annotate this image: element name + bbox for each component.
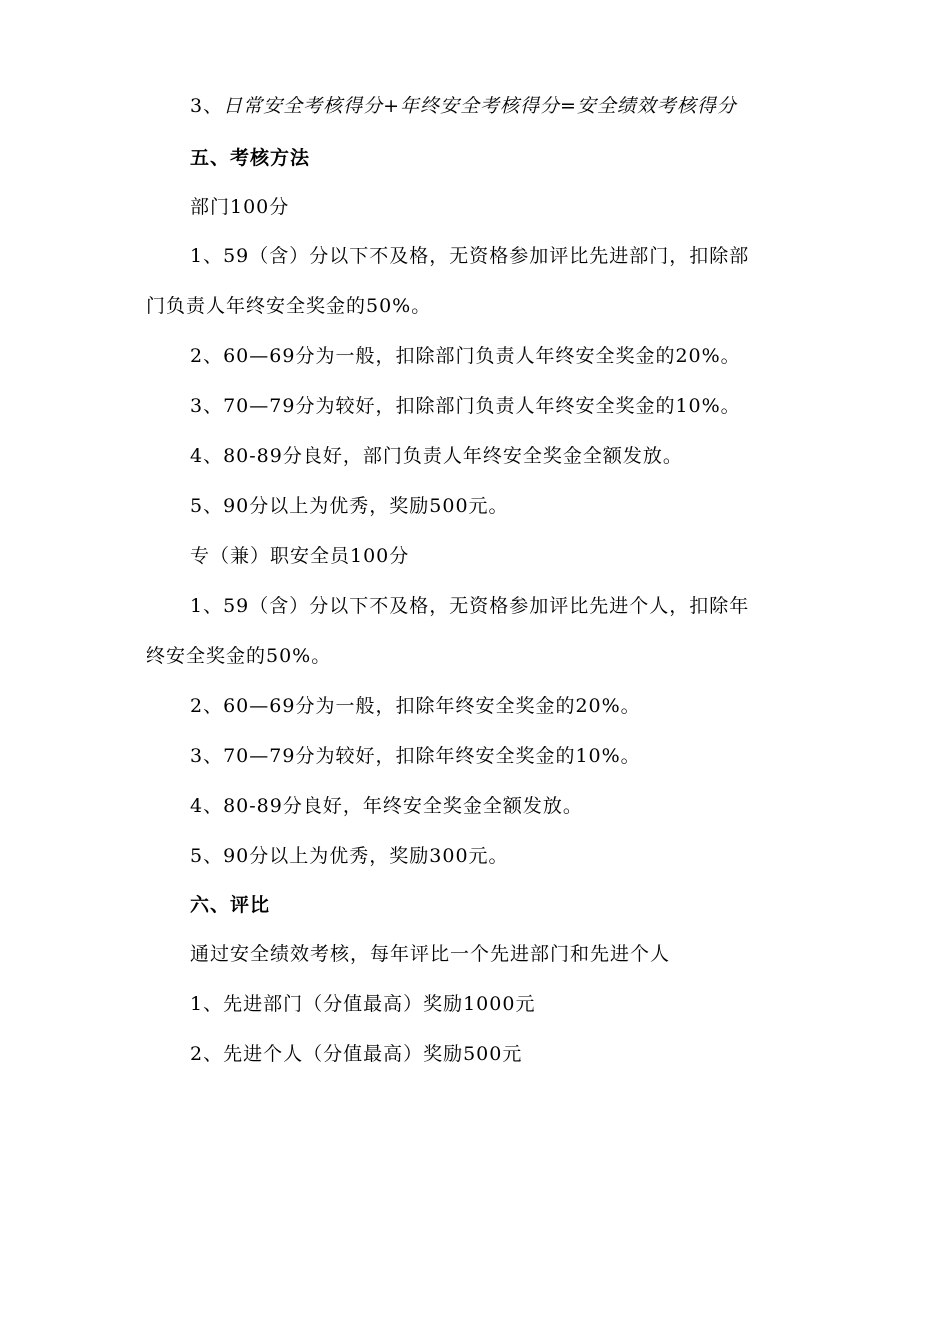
officer-item-1-continued: 终安全奖金的50%。 [146, 645, 332, 667]
formula-line [190, 93, 737, 119]
dept-item-4: 4、80-89分良好，部门负责人年终安全奖金全额发放。 [190, 445, 683, 467]
evaluation-intro: 通过安全绩效考核，每年评比一个先进部门和先进个人 [190, 943, 671, 965]
dept-item-2: 2、60—69分为一般，扣除部门负责人年终安全奖金的20%。 [190, 345, 741, 367]
dept-title: 部门100分 [190, 196, 290, 218]
officer-item-2: 2、60—69分为一般，扣除年终安全奖金的20%。 [190, 695, 641, 717]
officer-item-5: 5、90分以上为优秀，奖励300元。 [190, 845, 509, 867]
section-heading-6: 六、评比 [190, 894, 271, 916]
section-heading-5: 五、考核方法 [190, 147, 311, 169]
formula-prefix: 3、 [190, 95, 224, 117]
officer-item-4: 4、80-89分良好，年终安全奖金全额发放。 [190, 795, 583, 817]
officer-title: 专（兼）职安全员100分 [190, 545, 410, 567]
formula-text: 日常安全考核得分+年终安全考核得分=安全绩效考核得分 [223, 95, 737, 117]
evaluation-item-1: 1、先进部门（分值最高）奖励1000元 [190, 993, 536, 1015]
dept-item-3: 3、70—79分为较好，扣除部门负责人年终安全奖金的10%。 [190, 395, 741, 417]
evaluation-item-2: 2、先进个人（分值最高）奖励500元 [190, 1043, 523, 1065]
dept-item-1-continued: 门负责人年终安全奖金的50%。 [146, 295, 432, 317]
officer-item-1: 1、59（含）分以下不及格，无资格参加评比先进个人，扣除年 [190, 595, 750, 617]
officer-item-3: 3、70—79分为较好，扣除年终安全奖金的10%。 [190, 745, 641, 767]
dept-item-1: 1、59（含）分以下不及格，无资格参加评比先进部门，扣除部 [190, 245, 750, 267]
dept-item-5: 5、90分以上为优秀，奖励500元。 [190, 495, 509, 517]
